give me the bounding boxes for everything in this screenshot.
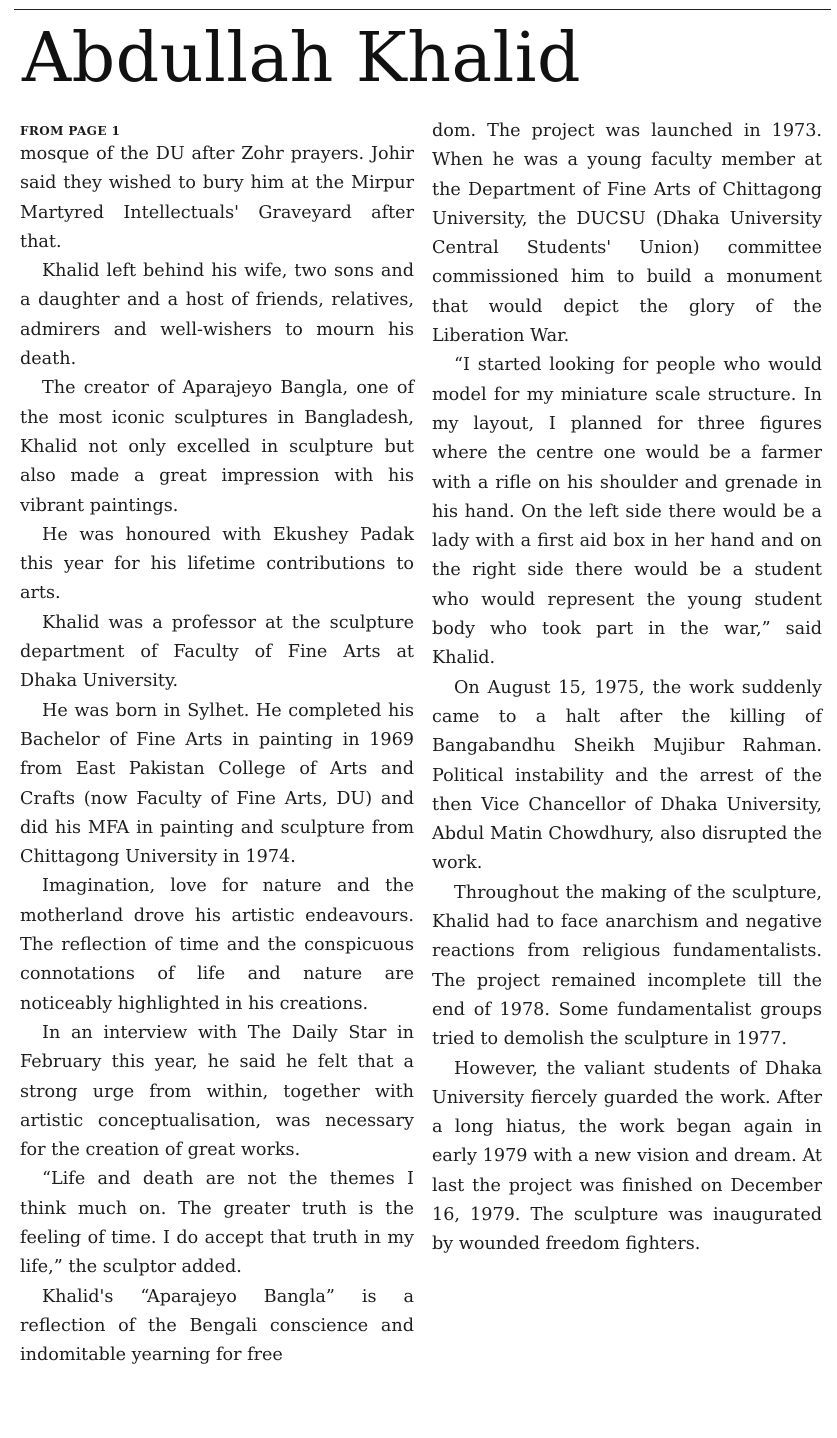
paragraph: However, the valiant students of Dhaka University fiercely guarded the work. After a long hiatus, the work began again in early 1979 with a new vision and dream. At last the project was finished on December 16, 1979. The sculpture was inaugurated by wounded freedom fighters.: [432, 1058, 822, 1255]
right-column: [432, 117, 822, 1260]
paragraph: mosque of the DU after Zohr prayers. Johir said they wished to bury him at the Mirpur Martyred Intellectuals' Graveyard after that.: [20, 144, 414, 252]
headline: Abdullah Khalid: [22, 19, 582, 98]
paragraph: “I started looking for people who would model for my miniature scale structure. In my layout, I planned for three figures where the centre one would be a farmer with a rifle on his shoulder and grenade in his hand. On the left side there would be a lady with a first aid box in her hand and on the right side there would be a student who would represent the young student body who took part in the war,” said Khalid.: [432, 355, 822, 669]
paragraph: Khalid left behind his wife, two sons and a daughter and a host of friends, relatives, admirers and well-wishers to mourn his death.: [20, 261, 414, 370]
paragraph: On August 15, 1975, the work suddenly came to a halt after the killing of Bangabandhu Sheikh Mujibur Rahman. Political instability and the arrest of the then Vice Chancellor of Dhaka University, Abdul Matin Chowdhury, also disrupted the work.: [432, 677, 822, 874]
paragraph: In an interview with The Daily Star in February this year, he said he felt that a strong urge from within, together with artistic conceptualisation, was necessary for the creation of great works.: [20, 1022, 414, 1161]
paragraph: “Life and death are not the themes I think much on. The greater truth is the feeling of time. I do accept that truth in my life,” the sculptor added.: [20, 1169, 414, 1278]
paragraph: He was honoured with Ekushey Padak this year for his lifetime contributions to arts.: [20, 524, 414, 604]
paragraph: He was born in Sylhet. He completed his Bachelor of Fine Arts in painting in 1969 from East Pakistan College of Arts and Crafts (now Faculty of Fine Arts, DU) and did his MFA in painting and sculpture from Chittagong University in 1974.: [20, 700, 414, 868]
paragraph: Khalid was a professor at the sculpture department of Faculty of Fine Arts at Dhaka University.: [20, 612, 414, 692]
kicker-from-page: FROM PAGE 1: [20, 124, 121, 138]
top-rule: [14, 9, 831, 10]
paragraph: dom. The project was launched in 1973. When he was a young faculty member at the Department of Fine Arts of Chittagong University, the DUCSU (Dhaka University Central Students' Union) committee commissioned him to build a monument that would depict the glory of the Liberation War.: [432, 121, 822, 347]
paragraph: Khalid's “Aparajeyo Bangla” is a reflection of the Bengali conscience and indomitable yearning for free: [20, 1286, 414, 1366]
paragraph: The creator of Aparajeyo Bangla, one of the most iconic sculptures in Bangladesh, Khalid not only excelled in sculpture but also made a great impression with his vibrant paintings.: [20, 378, 414, 516]
paragraph: Throughout the making of the sculpture, Khalid had to face anarchism and negative reactions from religious fundamentalists. The project remained incomplete till the end of 1978. Some fundamentalist groups tried to demolish the sculpture in 1977.: [432, 882, 822, 1050]
paragraph: Imagination, love for nature and the motherland drove his artistic endeavours. The reflection of time and the conspicuous connotations of life and nature are noticeably highlighted in his creations.: [20, 876, 414, 1014]
left-column: [20, 124, 414, 1370]
